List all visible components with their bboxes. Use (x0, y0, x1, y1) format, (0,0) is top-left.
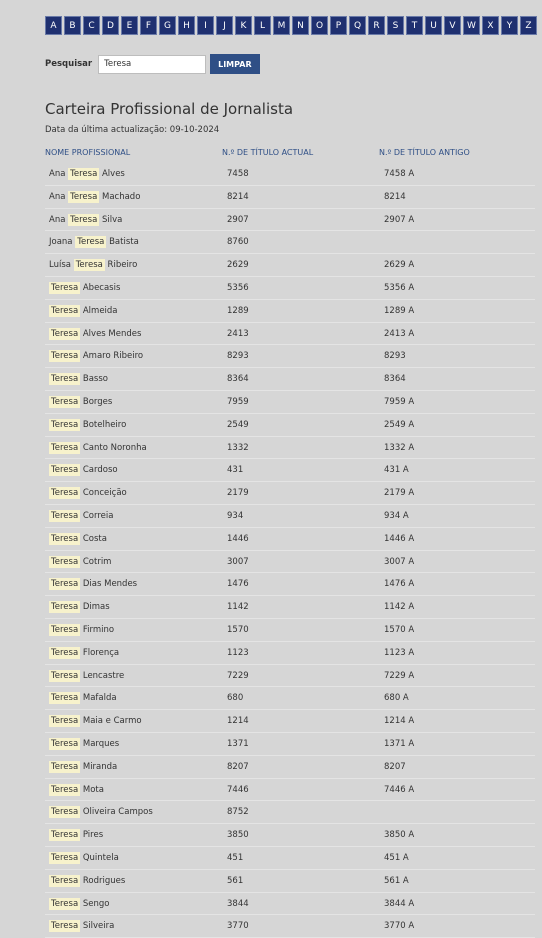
search-highlight: Teresa (51, 328, 79, 339)
name-suffix: Florença (82, 647, 120, 658)
old-title-cell: 1570 A (384, 624, 415, 635)
alphabet-nav (45, 16, 539, 35)
name-suffix: Borges (82, 396, 113, 407)
current-title-cell: 934 (227, 510, 244, 521)
letter-link-p[interactable]: P (330, 16, 347, 35)
name-cell (49, 876, 125, 886)
old-title-cell: 8293 (384, 351, 406, 362)
name-prefix: Ana (49, 169, 66, 179)
name-prefix: Luísa (49, 260, 71, 271)
table-row (45, 779, 535, 802)
name-suffix: Mota (82, 784, 104, 795)
header-old: N.º DE TÍTULO ANTIGO (379, 148, 470, 157)
old-title-cell: 2179 A (384, 488, 415, 499)
name-suffix: Firmino (82, 624, 115, 635)
letter-link-f[interactable]: F (140, 16, 157, 35)
name-suffix: Alves Mendes (82, 328, 142, 339)
table-row (45, 391, 535, 414)
search-highlight: Teresa (51, 830, 79, 841)
search-highlight: Teresa (51, 738, 79, 749)
old-title-cell: 7229 A (384, 670, 415, 681)
name-suffix: Pires (82, 830, 104, 841)
table-row (45, 482, 535, 505)
letter-link-j[interactable]: J (216, 16, 233, 35)
letter-link-x[interactable]: X (482, 16, 499, 35)
letter-link-y[interactable]: Y (501, 16, 518, 35)
table-row (45, 323, 535, 346)
name-suffix: Basso (82, 374, 108, 385)
search-highlight: Teresa (75, 260, 103, 271)
name-suffix: Dimas (82, 602, 110, 613)
current-title-cell: 1446 (227, 533, 249, 544)
current-title-cell: 451 (227, 852, 244, 863)
old-title-cell: 2629 A (384, 260, 415, 271)
old-title-cell: 561 A (384, 875, 409, 886)
letter-link-v[interactable]: V (444, 16, 461, 35)
name-cell (49, 511, 113, 521)
name-suffix: Quintela (82, 852, 119, 863)
letter-link-r[interactable]: R (368, 16, 385, 35)
letter-link-l[interactable]: L (254, 16, 271, 35)
old-title-cell: 1371 A (384, 738, 415, 749)
table-row (45, 368, 535, 391)
table-row (45, 665, 535, 688)
table-row (45, 277, 535, 300)
letter-link-d[interactable]: D (102, 16, 119, 35)
current-title-cell: 2179 (227, 488, 249, 499)
name-suffix: Batista (109, 237, 139, 248)
name-cell (49, 260, 137, 270)
header-name: NOME PROFISSIONAL (45, 148, 131, 157)
search-highlight: Teresa (51, 419, 79, 430)
search-highlight: Teresa (51, 442, 79, 453)
search-highlight: Teresa (51, 602, 79, 613)
name-cell (49, 716, 142, 726)
name-suffix: Almeida (82, 305, 118, 316)
search-highlight: Teresa (51, 647, 79, 658)
clear-button[interactable]: LIMPAR (210, 54, 260, 74)
letter-link-k[interactable]: K (235, 16, 252, 35)
search-highlight: Teresa (70, 191, 98, 202)
current-title-cell: 561 (227, 875, 244, 886)
current-title-cell: 8760 (227, 237, 249, 248)
letter-link-s[interactable]: S (387, 16, 404, 35)
table-row (45, 345, 535, 368)
old-title-cell: 7458 A (384, 169, 415, 179)
table-row (45, 414, 535, 437)
table-row (45, 300, 535, 323)
name-suffix: Canto Noronha (82, 442, 147, 453)
name-cell (49, 921, 114, 931)
table-row (45, 870, 535, 893)
current-title-cell: 3850 (227, 830, 249, 841)
letter-link-q[interactable]: Q (349, 16, 366, 35)
search-input[interactable] (98, 55, 206, 74)
search-highlight: Teresa (51, 579, 79, 590)
current-title-cell: 1214 (227, 716, 249, 727)
letter-link-z[interactable]: Z (520, 16, 537, 35)
current-title-cell: 7446 (227, 784, 249, 795)
search-highlight: Teresa (51, 533, 79, 544)
name-cell (49, 534, 107, 544)
old-title-cell: 3007 A (384, 556, 415, 567)
current-title-cell: 3007 (227, 556, 249, 567)
letter-link-w[interactable]: W (463, 16, 480, 35)
search-highlight: Teresa (51, 761, 79, 772)
name-cell (49, 283, 120, 293)
letter-link-a[interactable]: A (45, 16, 62, 35)
old-title-cell: 451 A (384, 852, 409, 863)
current-title-cell: 2413 (227, 328, 249, 339)
table-row (45, 551, 535, 574)
current-title-cell: 8752 (227, 807, 249, 818)
search-highlight: Teresa (70, 169, 98, 179)
current-title-cell: 431 (227, 465, 244, 476)
name-suffix: Miranda (82, 761, 118, 772)
table-row (45, 186, 535, 209)
last-updated: Data da última actualização: 09-10-2024 (45, 125, 220, 135)
search-highlight: Teresa (51, 921, 79, 932)
letter-link-m[interactable]: M (273, 16, 290, 35)
old-title-cell: 7959 A (384, 396, 415, 407)
old-title-cell: 1289 A (384, 305, 415, 316)
name-cell (49, 648, 119, 658)
table-row (45, 801, 535, 824)
old-title-cell: 7446 A (384, 784, 415, 795)
table-row (45, 209, 535, 232)
current-title-cell: 2907 (227, 214, 249, 225)
table-row (45, 231, 535, 254)
name-suffix: Conceição (82, 488, 127, 499)
old-title-cell: 1142 A (384, 602, 415, 613)
name-prefix: Ana (49, 214, 66, 225)
old-title-cell: 8364 (384, 374, 406, 385)
current-title-cell: 1142 (227, 602, 249, 613)
old-title-cell: 8207 (384, 761, 406, 772)
search-highlight: Teresa (51, 556, 79, 567)
table-row (45, 596, 535, 619)
name-cell (49, 488, 127, 498)
current-title-cell: 680 (227, 693, 244, 704)
name-suffix: Silveira (82, 921, 115, 932)
page-title: Carteira Profissional de Jornalista (45, 100, 294, 118)
name-cell (49, 739, 119, 749)
old-title-cell: 1446 A (384, 533, 415, 544)
name-suffix: Mafalda (82, 693, 117, 704)
name-cell (49, 693, 117, 703)
name-cell (49, 671, 124, 681)
table-row (45, 459, 535, 482)
table-row (45, 915, 535, 938)
name-cell (49, 306, 118, 316)
name-suffix: Oliveira Campos (82, 807, 153, 818)
search-highlight: Teresa (51, 305, 79, 316)
name-cell (49, 807, 153, 817)
table-row (45, 893, 535, 916)
old-title-cell: 3850 A (384, 830, 415, 841)
name-cell (49, 443, 147, 453)
name-cell (49, 237, 139, 247)
name-cell (49, 374, 108, 384)
current-title-cell: 7229 (227, 670, 249, 681)
table-row (45, 687, 535, 710)
name-cell (49, 351, 143, 361)
name-cell (49, 329, 141, 339)
search-highlight: Teresa (51, 488, 79, 499)
table-row (45, 710, 535, 733)
search-highlight: Teresa (51, 693, 79, 704)
old-title-cell: 2907 A (384, 214, 415, 225)
name-prefix: Joana (49, 237, 73, 248)
old-title-cell: 1332 A (384, 442, 415, 453)
name-suffix: Cotrim (82, 556, 112, 567)
old-title-cell: 3770 A (384, 921, 415, 932)
search-highlight: Teresa (51, 510, 79, 521)
name-cell (49, 215, 122, 225)
name-suffix: Sengo (82, 898, 110, 909)
current-title-cell: 8207 (227, 761, 249, 772)
name-cell (49, 853, 119, 863)
search-highlight: Teresa (51, 875, 79, 886)
current-title-cell: 2629 (227, 260, 249, 271)
current-title-cell: 2549 (227, 419, 249, 430)
table-row (45, 254, 535, 277)
search-highlight: Teresa (51, 465, 79, 476)
old-title-cell: 1123 A (384, 647, 415, 658)
name-suffix: Abecasis (82, 282, 121, 293)
letter-link-u[interactable]: U (425, 16, 442, 35)
current-title-cell: 7959 (227, 396, 249, 407)
name-suffix: Botelheiro (82, 419, 127, 430)
name-cell (49, 602, 110, 612)
old-title-cell: 2413 A (384, 328, 415, 339)
table-row (45, 847, 535, 870)
search-highlight: Teresa (51, 852, 79, 863)
name-cell (49, 785, 104, 795)
old-title-cell: 2549 A (384, 419, 415, 430)
current-title-cell: 8293 (227, 351, 249, 362)
current-title-cell: 1332 (227, 442, 249, 453)
search-highlight: Teresa (51, 898, 79, 909)
current-title-cell: 3770 (227, 921, 249, 932)
name-prefix: Ana (49, 191, 66, 202)
name-suffix: Silva (101, 214, 123, 225)
search-highlight: Teresa (51, 282, 79, 293)
table-row (45, 573, 535, 596)
name-cell (49, 420, 126, 430)
name-suffix: Lencastre (82, 670, 125, 681)
table-row (45, 642, 535, 665)
old-title-cell: 1214 A (384, 716, 415, 727)
name-suffix: Correia (82, 510, 114, 521)
name-suffix: Maia e Carmo (82, 716, 142, 727)
name-suffix: Machado (101, 191, 141, 202)
search-label: Pesquisar (45, 59, 93, 69)
name-cell (49, 830, 103, 840)
letter-link-h[interactable]: H (178, 16, 195, 35)
search-highlight: Teresa (70, 214, 98, 225)
table-row (45, 437, 535, 460)
search-highlight: Teresa (51, 670, 79, 681)
table-header (45, 146, 535, 162)
header-current: N.º DE TÍTULO ACTUAL (222, 148, 314, 157)
table-row (45, 505, 535, 528)
letter-link-e[interactable]: E (121, 16, 138, 35)
letter-link-g[interactable]: G (159, 16, 176, 35)
old-title-cell: 431 A (384, 465, 409, 476)
search-highlight: Teresa (51, 396, 79, 407)
name-suffix: Rodrigues (82, 875, 126, 886)
letter-link-i[interactable]: I (197, 16, 214, 35)
table-row (45, 163, 535, 186)
old-title-cell: 1476 A (384, 579, 415, 590)
results-table (45, 163, 535, 938)
table-row (45, 619, 535, 642)
old-title-cell: 680 A (384, 693, 409, 704)
old-title-cell: 3844 A (384, 898, 415, 909)
table-row (45, 756, 535, 779)
letter-link-c[interactable]: C (83, 16, 100, 35)
letter-link-t[interactable]: T (406, 16, 423, 35)
current-title-cell: 1371 (227, 738, 249, 749)
table-row (45, 528, 535, 551)
letter-link-b[interactable]: B (64, 16, 81, 35)
letter-link-o[interactable]: O (311, 16, 328, 35)
search-highlight: Teresa (77, 237, 105, 248)
current-title-cell: 1123 (227, 647, 249, 658)
name-cell (49, 397, 112, 407)
search-highlight: Teresa (51, 624, 79, 635)
table-row (45, 824, 535, 847)
current-title-cell: 7458 (227, 169, 249, 179)
name-suffix: Ribeiro (107, 260, 138, 271)
search-highlight: Teresa (51, 374, 79, 385)
name-suffix: Amaro Ribeiro (82, 351, 144, 362)
search-highlight: Teresa (51, 784, 79, 795)
search-highlight: Teresa (51, 351, 79, 362)
name-cell (49, 465, 118, 475)
current-title-cell: 1476 (227, 579, 249, 590)
current-title-cell: 5356 (227, 282, 249, 293)
name-suffix: Alves (101, 169, 125, 179)
name-suffix: Marques (82, 738, 120, 749)
current-title-cell: 1570 (227, 624, 249, 635)
name-suffix: Dias Mendes (82, 579, 138, 590)
name-cell (49, 899, 109, 909)
name-cell (49, 762, 117, 772)
letter-link-n[interactable]: N (292, 16, 309, 35)
search-highlight: Teresa (51, 716, 79, 727)
old-title-cell: 8214 (384, 191, 406, 202)
old-title-cell: 5356 A (384, 282, 415, 293)
name-suffix: Cardoso (82, 465, 118, 476)
name-cell (49, 579, 137, 589)
search-highlight: Teresa (51, 807, 79, 818)
current-title-cell: 3844 (227, 898, 249, 909)
name-cell (49, 625, 114, 635)
name-cell (49, 557, 111, 567)
old-title-cell: 934 A (384, 510, 409, 521)
table-row (45, 733, 535, 756)
current-title-cell: 1289 (227, 305, 249, 316)
search-bar (45, 54, 260, 74)
name-cell (49, 192, 140, 202)
name-suffix: Costa (82, 533, 107, 544)
current-title-cell: 8214 (227, 191, 249, 202)
current-title-cell: 8364 (227, 374, 249, 385)
name-cell (49, 169, 125, 179)
